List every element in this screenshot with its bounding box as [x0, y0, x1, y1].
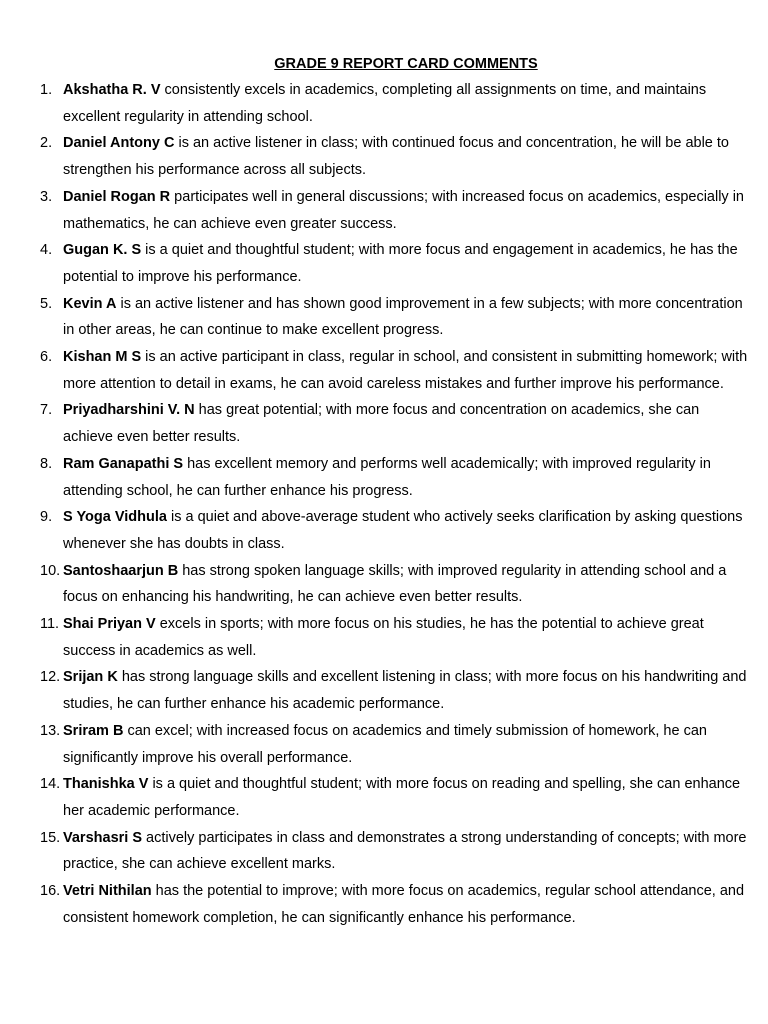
list-item [0, 451, 768, 504]
list-item [0, 77, 768, 130]
item-number: 4. [40, 242, 53, 259]
student-name: Shai Priyan V [63, 616, 156, 633]
comment-text: is a quiet and above-average student who actively seeks clarification by asking questions whenever she has doubts in class. [63, 509, 743, 552]
student-name: Vetri Nithilan [63, 883, 152, 900]
student-name: Santoshaarjun B [63, 562, 179, 579]
student-name: Daniel Rogan R [63, 188, 171, 205]
item-number: 5. [40, 295, 53, 312]
comment-text: has strong spoken language skills; with improved regularity in attending school and a focus on enhancing his handwriting, he can achieve even better results. [63, 562, 727, 606]
comment-text: is an active listener and has shown good improvement in a few subjects; with more concentration in other areas, he can continue to make excellent progress. [63, 295, 743, 339]
item-number: 13. [40, 722, 61, 739]
student-name: Kevin A [63, 295, 117, 312]
item-number: 3. [40, 188, 53, 205]
list-item [0, 237, 768, 290]
item-number: 15. [40, 829, 61, 846]
item-number: 10. [40, 562, 61, 579]
student-name: Daniel Antony C [63, 135, 175, 152]
comment-text: is a quiet and thoughtful student; with more focus and engagement in academics, he has the potential to improve his performance. [63, 242, 738, 285]
item-number: 8. [40, 455, 53, 472]
comment-text: has the potential to improve; with more focus on academics, regular school attendance, and consistent homework completion, he can significantly enhance his performance. [63, 883, 745, 926]
comment-text: actively participates in class and demonstrates a strong understanding of concepts; with more practice, she can achieve excellent marks. [63, 829, 747, 873]
comment-text: is an active listener in class; with continued focus and concentration, he will be able to strengthen his performance across all subjects. [63, 135, 729, 179]
list-item [0, 291, 768, 344]
list-item [0, 184, 768, 237]
comment-text: has strong language skills and excellent listening in class; with more focus on his handwriting and studies, he can further enhance his academic performance. [63, 669, 747, 713]
list-item [0, 397, 768, 450]
list-item [0, 344, 768, 397]
student-name: S Yoga Vidhula [63, 509, 167, 526]
list-item [0, 558, 768, 611]
comment-text: has excellent memory and performs well academically; with improved regularity in attending school, he can further enhance his progress. [63, 455, 711, 499]
student-name: Priyadharshini V. N [63, 402, 195, 419]
comment-text: excels in sports; with more focus on his studies, he has the potential to achieve great success in academics as well. [63, 616, 704, 659]
item-number: 1. [40, 82, 53, 98]
item-number: 7. [40, 402, 53, 419]
item-number: 6. [40, 349, 53, 366]
item-number: 9. [40, 509, 53, 526]
student-name: Srijan K [63, 669, 118, 686]
list-item [0, 718, 768, 771]
list-item [0, 771, 768, 824]
list-item [0, 825, 768, 878]
comment-text: consistently excels in academics, completing all assignments on time, and maintains excellent regularity in attending school. [63, 82, 707, 125]
student-name: Thanishka V [63, 776, 149, 793]
item-number: 16. [40, 883, 61, 900]
item-number: 14. [40, 776, 61, 793]
item-number: 2. [40, 135, 53, 152]
comment-text: has great potential; with more focus and concentration on academics, she can achieve even better results. [63, 402, 700, 446]
list-item [0, 878, 768, 931]
list-item [0, 664, 768, 717]
list-item [0, 504, 768, 557]
comment-text: can excel; with increased focus on academics and timely submission of homework, he can significantly improve his overall performance. [63, 722, 707, 766]
student-name: Sriram B [63, 722, 124, 739]
student-name: Gugan K. S [63, 242, 142, 259]
student-name: Varshasri S [63, 829, 142, 846]
student-name: Ram Ganapathi S [63, 455, 184, 472]
list-item [0, 130, 768, 183]
student-name: Kishan M S [63, 349, 142, 366]
item-number: 11. [40, 616, 60, 633]
comment-text: is a quiet and thoughtful student; with more focus on reading and spelling, she can enhance her academic performance. [63, 776, 741, 819]
student-name: Akshatha R. V [63, 82, 161, 98]
comment-text: participates well in general discussions; with increased focus on academics, especially in mathematics, he can achieve even greater success. [63, 188, 744, 232]
item-number: 12. [40, 669, 61, 686]
list-item [0, 611, 768, 664]
page-title: GRADE 9 REPORT CARD COMMENTS [274, 56, 538, 72]
comment-list [0, 77, 768, 932]
comment-text: is an active participant in class, regular in school, and consistent in submitting homework; with more attention to detail in exams, he can avoid careless mistakes and further improve his performance. [63, 349, 748, 392]
